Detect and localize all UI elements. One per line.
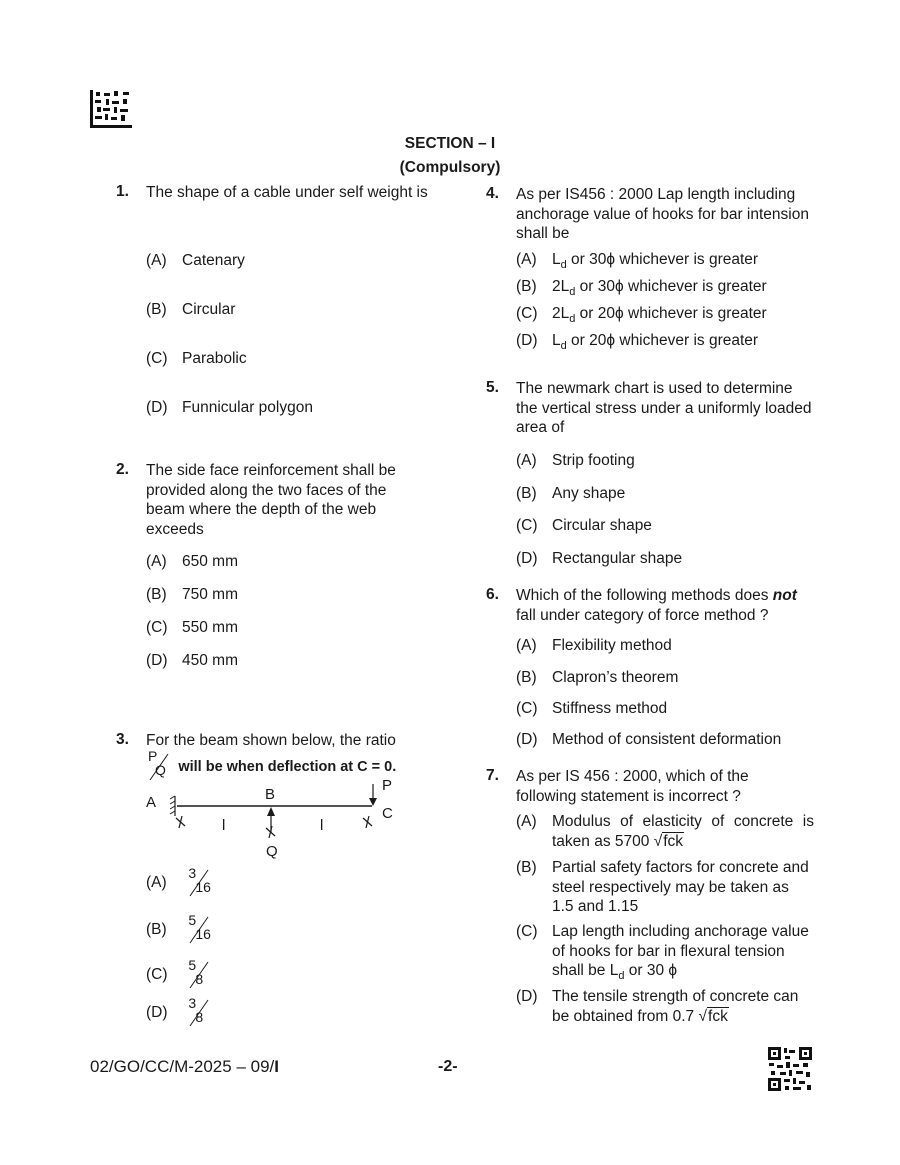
option-7a[interactable]: (A) Modulus of elasticity of concrete is taken as 5700 √fck xyxy=(516,813,814,850)
fraction: 5 8 xyxy=(186,960,214,990)
question-text: The newmark chart is used to determine the vertical stress under a uniformly loaded area of xyxy=(516,380,812,436)
label-c: C xyxy=(382,805,393,822)
option-2c[interactable]: (C) 550 mm xyxy=(146,619,238,636)
question-text: For the beam shown below, the ratio xyxy=(146,732,396,749)
datamatrix-barcode xyxy=(90,90,132,128)
option-1b[interactable]: (B) Circular xyxy=(146,301,236,318)
sqrt-icon: √fck xyxy=(653,832,684,850)
question-number: 6. xyxy=(486,586,499,603)
question-text: As per IS 456 : 2000, which of the following statement is incorrect ? xyxy=(516,768,749,805)
question-number: 7. xyxy=(486,767,499,784)
option-3d[interactable]: (D) 3 8 xyxy=(146,998,214,1028)
option-4b[interactable]: (B) $2L_d$ or 30ϕ whichever is greater xyxy=(516,278,767,298)
fraction: 5 16 xyxy=(188,912,211,942)
option-6d[interactable]: (D) Method of consistent deformation xyxy=(516,731,782,748)
option-5d[interactable]: (D) Rectangular shape xyxy=(516,550,683,567)
option-6b[interactable]: (B) Clapron’s theorem xyxy=(516,669,679,686)
emphasis-not: not xyxy=(772,587,797,604)
option-2d[interactable]: (D) 450 mm xyxy=(146,652,238,669)
label-a: A xyxy=(146,794,157,811)
span-label: l xyxy=(320,817,324,834)
option-7b[interactable]: (B) Partial safety factors for concrete and steel respectively may be taken as 1.5 and 1.15 xyxy=(516,859,809,915)
fraction: 3 8 xyxy=(186,998,214,1028)
paper-code: 02/GO/CC/M-2025 – 09/I xyxy=(90,1057,279,1076)
option-1d[interactable]: (D) Funnicular polygon xyxy=(146,399,313,416)
label-p: P xyxy=(382,777,393,794)
option-4a[interactable]: (A) $L_d$ or 30ϕ whichever is greater xyxy=(516,251,759,271)
span-label: l xyxy=(222,817,226,834)
option-3a[interactable]: (A) 3 16 xyxy=(146,868,218,898)
option-5c[interactable]: (C) Circular shape xyxy=(516,517,652,534)
question-number: 2. xyxy=(116,461,129,478)
page-number: -2- xyxy=(438,1058,458,1075)
question-text: As per IS456 : 2000 Lap length including anchorage value of hooks for bar intension shall be xyxy=(516,186,809,242)
question-number: 3. xyxy=(116,731,129,748)
question-number: 1. xyxy=(116,183,129,200)
option-5b[interactable]: (B) Any shape xyxy=(516,485,626,502)
sqrt-icon: √fck xyxy=(698,1007,728,1025)
option-3c[interactable]: (C) 5 8 xyxy=(146,960,214,990)
option-7d[interactable]: (D) The tensile strength of concrete can be obtained from 0.7 √fck xyxy=(516,988,799,1025)
option-2a[interactable]: (A) 650 mm xyxy=(146,553,238,570)
option-1c[interactable]: (C) Parabolic xyxy=(146,350,247,367)
option-4d[interactable]: (D) $L_d$ or 20ϕ whichever is greater xyxy=(516,332,759,352)
question-text: Which of the following methods does not fall under category of force method ? xyxy=(516,587,797,624)
option-2b[interactable]: (B) 750 mm xyxy=(146,586,238,603)
question-number: 4. xyxy=(486,185,499,202)
label-b: B xyxy=(265,786,276,803)
option-3b[interactable]: (B) 5 16 xyxy=(146,915,218,945)
question-text: The side face reinforcement shall be provided along the two faces of the beam where the depth of the web exceeds xyxy=(146,462,396,538)
option-5a[interactable]: (A) Strip footing xyxy=(516,452,635,469)
fraction: 3 16 xyxy=(188,865,211,895)
ratio-fraction: P Q xyxy=(146,752,174,782)
section-title: SECTION – I xyxy=(404,135,496,152)
question-text: The shape of a cable under self weight is xyxy=(146,184,428,201)
question-number: 5. xyxy=(486,379,499,396)
option-4c[interactable]: (C) $2L_d$ or 20ϕ whichever is greater xyxy=(516,305,767,325)
option-6a[interactable]: (A) Flexibility method xyxy=(516,637,672,654)
label-q: Q xyxy=(266,843,278,860)
beam-diagram xyxy=(144,776,414,860)
section-subtitle: (Compulsory) xyxy=(399,159,501,176)
question-text-line2: P Q will be when deflection at C = 0. xyxy=(146,752,396,782)
option-6c[interactable]: (C) Stiffness method xyxy=(516,700,668,717)
qr-code xyxy=(768,1047,812,1091)
option-1a[interactable]: (A) Catenary xyxy=(146,252,245,269)
option-7c[interactable]: (C) Lap length including anchorage value of hooks for bar in flexural tension shall be $L_d$ or 30 ϕ xyxy=(516,923,809,982)
